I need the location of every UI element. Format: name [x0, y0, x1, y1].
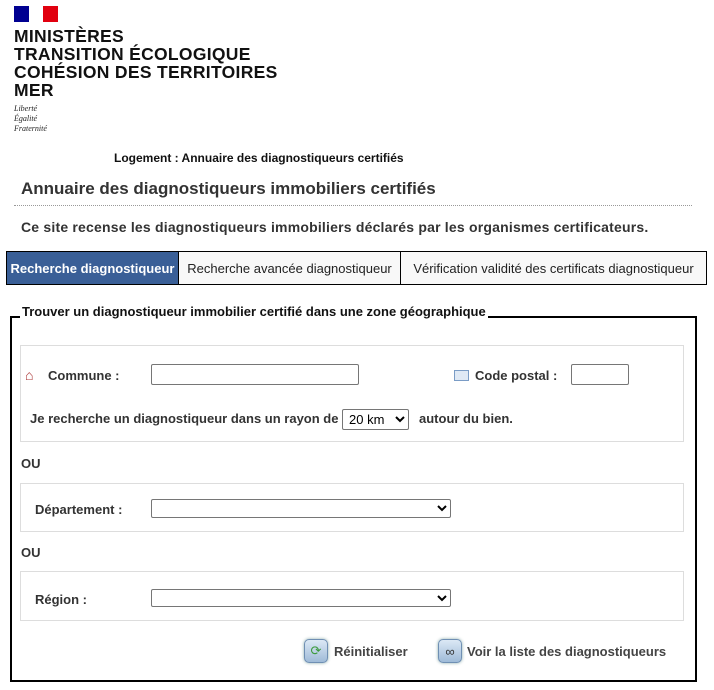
- motto-line: Fraternité: [14, 124, 47, 133]
- ministry-line: MINISTÈRES: [14, 26, 124, 46]
- rayon-suffix: autour du bien.: [419, 411, 513, 426]
- region-select[interactable]: [151, 589, 451, 607]
- divider: [14, 205, 692, 206]
- motto-line: Égalité: [14, 114, 38, 123]
- ministry-line: TRANSITION ÉCOLOGIQUE: [14, 44, 251, 64]
- house-icon: ⌂: [25, 367, 34, 383]
- tab-recherche-avancee[interactable]: Recherche avancée diagnostiqueur: [178, 251, 401, 285]
- commune-input[interactable]: [151, 364, 359, 385]
- ou-separator: OU: [21, 456, 41, 471]
- departement-label: Département :: [35, 502, 123, 517]
- envelope-icon: [454, 370, 469, 381]
- rayon-select[interactable]: [342, 409, 409, 430]
- page-title: Annuaire des diagnostiqueurs immobiliers certifiés: [21, 179, 436, 198]
- tab-recherche-diagnostiqueur[interactable]: Recherche diagnostiqueur: [6, 251, 179, 285]
- marianne-logo-flag: [14, 6, 58, 22]
- motto: [14, 104, 47, 134]
- fieldset-legend: Trouver un diagnostiqueur immobilier certifié dans une zone géographique: [22, 304, 486, 319]
- ministry-line: MER: [14, 80, 54, 100]
- refresh-icon[interactable]: ⟳: [304, 639, 328, 663]
- show-list-button[interactable]: Voir la liste des diagnostiqueurs: [467, 644, 667, 659]
- code-postal-label: Code postal :: [475, 368, 558, 383]
- commune-label: Commune :: [48, 368, 120, 383]
- departement-select[interactable]: [151, 499, 451, 518]
- reset-button[interactable]: Réinitialiser: [334, 644, 408, 659]
- ministry-line: COHÉSION DES TERRITOIRES: [14, 62, 278, 82]
- tab-verification-certificats[interactable]: Vérification validité des certificats diagnostiqueur: [400, 251, 707, 285]
- ministry-name: [14, 27, 278, 99]
- motto-line: Liberté: [14, 104, 38, 113]
- ou-separator: OU: [21, 545, 41, 560]
- region-label: Région :: [35, 592, 87, 607]
- rayon-prefix: Je recherche un diagnostiqueur dans un rayon de: [30, 411, 339, 426]
- code-postal-input[interactable]: [571, 364, 629, 385]
- breadcrumb: Logement : Annuaire des diagnostiqueurs certifiés: [114, 151, 404, 165]
- binoculars-icon[interactable]: ∞: [438, 639, 462, 663]
- page-subtitle: Ce site recense les diagnostiqueurs immobiliers déclarés par les organismes certificateurs.: [21, 219, 649, 235]
